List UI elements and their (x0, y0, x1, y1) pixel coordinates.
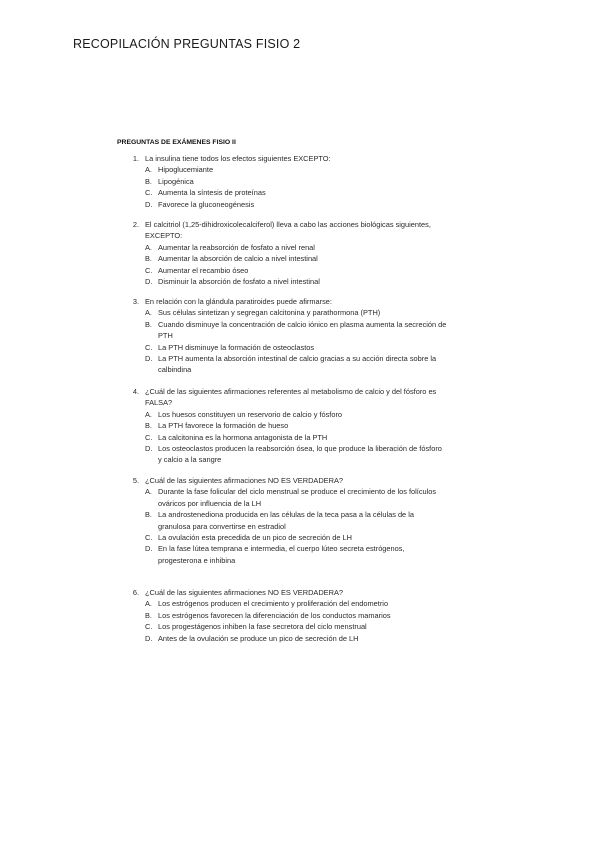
option-text: Los huesos constituyen un reservorio de calcio y fósforo (158, 409, 343, 419)
question-number: 1. (132, 154, 139, 163)
option-b (145, 176, 447, 187)
question-text: ¿Cuál de las siguientes afirmaciones NO ES VERDADERA? (145, 476, 343, 485)
option-a (145, 164, 447, 175)
option-text: Los estrógenos favorecen la diferenciación de los conductos mamarios (158, 610, 391, 620)
question-5 (117, 475, 447, 566)
question-number: 6. (132, 588, 139, 597)
option-letter: D. (145, 444, 153, 454)
question-number: 3. (132, 297, 139, 306)
option-c (145, 532, 447, 543)
option-text: En la fase lútea temprana e intermedia, el cuerpo lúteo secreta estrógenos, progesterona e inhibina (158, 544, 405, 565)
option-text: Sus células sintetizan y segregan calcitonina y parathormona (PTH) (158, 308, 381, 318)
option-letter: B. (145, 254, 152, 264)
question-text: El calcitriol (1,25-dihidroxicolecalciferol) lleva a cabo las acciones biológicas siguientes, EXCEPTO: (145, 220, 431, 241)
option-letter: D. (145, 544, 153, 554)
option-letter: D. (145, 354, 153, 364)
option-letter: A. (145, 242, 152, 252)
option-text: La androstenediona producida en las células de la teca pasa a la células de la granulosa para convertirse en estradiol (158, 510, 414, 531)
option-letter: D. (145, 199, 153, 209)
option-b (145, 509, 447, 532)
option-text: Aumenta la síntesis de proteínas (158, 188, 266, 198)
option-text: Los progestágenos inhiben la fase secretora del ciclo menstrual (158, 622, 367, 632)
option-letter: A. (145, 487, 152, 497)
option-letter: A. (145, 308, 152, 318)
option-letter: D. (145, 633, 153, 643)
option-a (145, 242, 447, 253)
option-c (145, 187, 447, 198)
option-c (145, 621, 447, 632)
option-letter: B. (145, 610, 152, 620)
option-letter: C. (145, 188, 153, 198)
question-number: 2. (132, 220, 139, 229)
option-text: Los estrógenos producen el crecimiento y proliferación del endometrio (158, 599, 389, 609)
question-2 (117, 219, 447, 287)
option-text: La PTH aumenta la absorción intestinal de calcio gracias a su acción directa sobre la calbindina (158, 354, 437, 375)
option-b (145, 610, 447, 621)
option-a (145, 598, 447, 609)
page-header-title: RECOPILACIÓN PREGUNTAS FISIO 2 (73, 37, 301, 51)
option-letter: C. (145, 622, 153, 632)
option-letter: C. (145, 533, 153, 543)
question-6 (117, 587, 447, 644)
option-letter: B. (145, 176, 152, 186)
option-letter: B. (145, 421, 152, 431)
option-text: Aumentar la absorción de calcio a nivel intestinal (158, 254, 318, 264)
question-text: ¿Cuál de las siguientes afirmaciones referentes al metabolismo de calcio y del fósforo es FALSA? (145, 387, 437, 408)
option-d (145, 353, 447, 376)
option-d (145, 633, 447, 644)
option-text: Durante la fase folicular del ciclo menstrual se produce el crecimiento de los folículos ováricos por influencia de la LH (158, 487, 437, 508)
option-b (145, 420, 447, 431)
option-c (145, 342, 447, 353)
option-letter: D. (145, 277, 153, 287)
option-text: Antes de la ovulación se produce un pico de secreción de LH (158, 633, 359, 643)
option-text: Cuando disminuye la concentración de calcio iónico en plasma aumenta la secreción de PTH (158, 319, 447, 341)
question-number: 4. (132, 387, 139, 396)
option-a (145, 486, 447, 509)
question-text: En relación con la glándula paratiroides puede afirmarse: (145, 297, 332, 306)
option-d (145, 443, 447, 466)
option-b (145, 253, 447, 264)
question-4 (117, 386, 447, 466)
option-text: Favorece la gluconeogénesis (158, 199, 255, 209)
option-d (145, 276, 447, 287)
option-letter: C. (145, 432, 153, 442)
question-text: La insulina tiene todos los efectos siguientes EXCEPTO: (145, 154, 331, 163)
option-letter: A. (145, 599, 152, 609)
option-text: La ovulación esta precedida de un pico de secreción de LH (158, 533, 352, 543)
option-letter: B. (145, 319, 152, 329)
option-letter: C. (145, 265, 153, 275)
option-letter: B. (145, 510, 152, 520)
option-c (145, 265, 447, 276)
option-text: La PTH favorece la formación de hueso (158, 421, 289, 431)
option-letter: A. (145, 409, 152, 419)
option-text: La PTH disminuye la formación de osteoclastos (158, 342, 315, 352)
question-text: ¿Cuál de las siguientes afirmaciones NO ES VERDADERA? (145, 588, 343, 597)
question-number: 5. (132, 476, 139, 485)
option-text: Aumentar el recambio óseo (158, 265, 249, 275)
option-d (145, 199, 447, 210)
option-c (145, 432, 447, 443)
option-b (145, 319, 447, 342)
option-text: La calcitonina es la hormona antagonista de la PTH (158, 432, 328, 442)
option-a (145, 409, 447, 420)
question-3 (117, 296, 447, 376)
option-a (145, 307, 447, 318)
option-text: Disminuir la absorción de fosfato a nivel intestinal (158, 277, 320, 287)
question-1 (117, 153, 447, 210)
option-text: Lipogénica (158, 176, 194, 186)
option-letter: C. (145, 342, 153, 352)
section-title: PREGUNTAS DE EXÁMENES FISIO II (117, 139, 236, 146)
option-letter: A. (145, 165, 152, 175)
option-d (145, 543, 447, 566)
option-text: Los osteoclastos producen la reabsorción ósea, lo que produce la liberación de fósforo y calcio a la sangre (158, 444, 442, 465)
option-text: Aumentar la reabsorción de fosfato a nivel renal (158, 242, 315, 252)
option-text: Hipoglucemiante (158, 165, 214, 175)
